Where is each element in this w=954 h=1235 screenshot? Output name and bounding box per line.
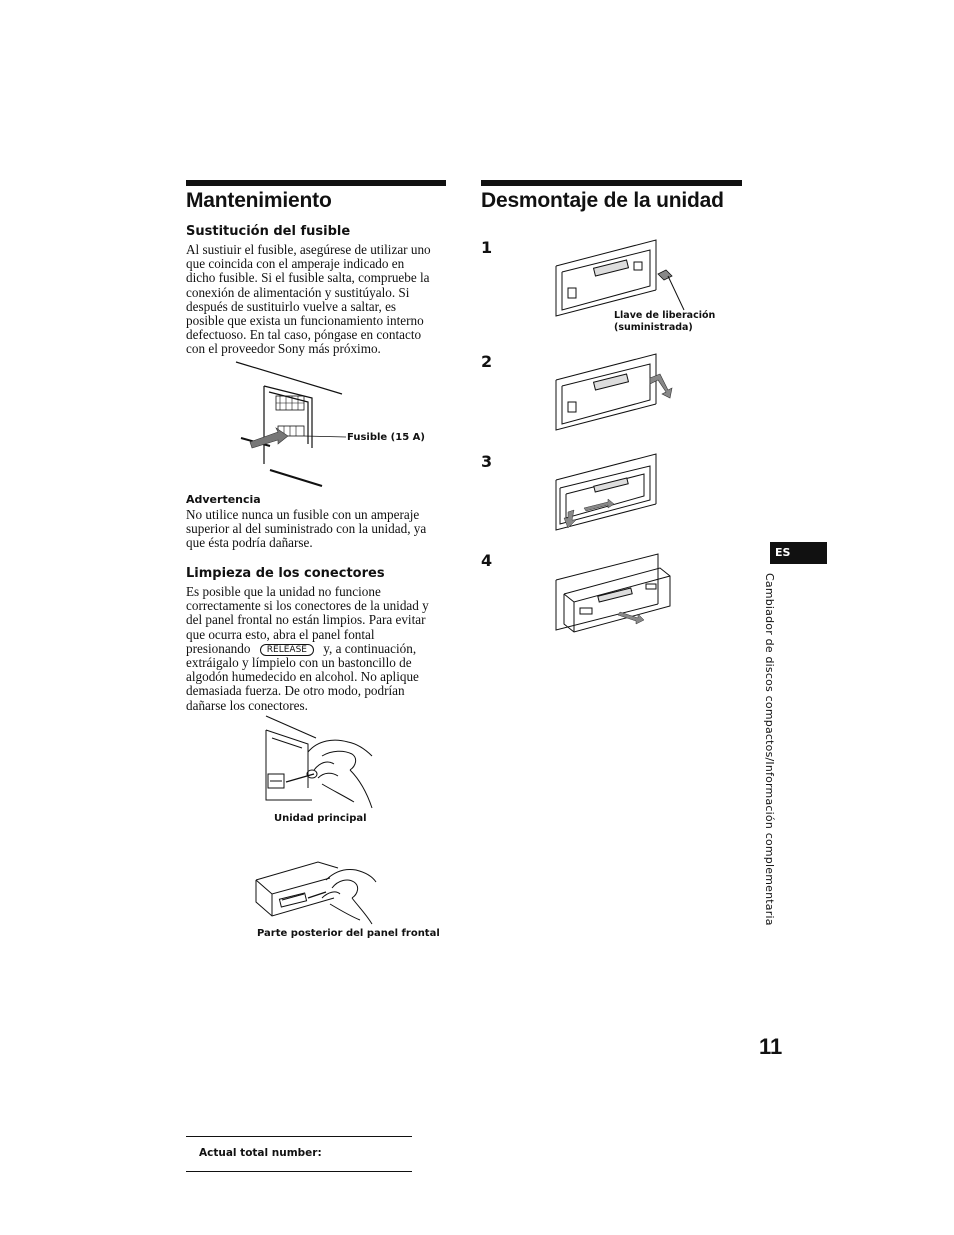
text-line: dicho fusible. Si el fusible salta, compruebe la xyxy=(186,270,430,286)
warning-heading: Advertencia xyxy=(186,493,261,506)
text-line: defectuoso. En tal caso, póngase en contacto xyxy=(186,327,422,343)
subheading-connectors: Limpieza de los conectores xyxy=(186,566,385,581)
text-line: demasiada fuerza. De otro modo, podrían xyxy=(186,683,405,699)
section-rule-right xyxy=(481,180,742,186)
footer-rule-bottom xyxy=(186,1171,412,1172)
step-number-4: 4 xyxy=(481,551,493,570)
main-unit-cleaning-illustration xyxy=(262,716,382,816)
text-line-release xyxy=(186,642,451,656)
text-fragment: y, a continuación, xyxy=(323,640,417,656)
section-title-desmontaje: Desmontaje de la unidad xyxy=(481,189,724,212)
language-tab-es: ES xyxy=(770,542,827,564)
connectors-paragraph xyxy=(186,585,451,713)
section-title-mantenimiento: Mantenimiento xyxy=(186,189,332,212)
step-4-illustration xyxy=(554,554,684,636)
text-line: No utilice nunca un fusible con un amperaje xyxy=(186,507,420,522)
page-number: 11 xyxy=(759,1034,783,1059)
warning-paragraph xyxy=(186,508,451,551)
text-line: Al sustiuir el fusible, asegúrese de utilizar uno xyxy=(186,242,431,257)
text-line: que coincida con el amperaje indicado en xyxy=(186,256,405,272)
fuse-label: Fusible (15 A) xyxy=(347,432,425,443)
subheading-fuse: Sustitución del fusible xyxy=(186,224,351,239)
text-line: Es posible que la unidad no funcione xyxy=(186,584,381,599)
text-fragment: presionando xyxy=(186,640,251,656)
step-2-illustration xyxy=(554,354,684,434)
footer-label: Actual total number: xyxy=(199,1147,322,1159)
step-1-illustration xyxy=(554,240,714,320)
step-number-1: 1 xyxy=(481,238,493,257)
text-line: después de sustituirlo vuelve a saltar, es xyxy=(186,298,397,314)
text-line: que ésta podría dañarse. xyxy=(186,535,313,551)
main-unit-label: Unidad principal xyxy=(274,813,367,824)
release-key-label xyxy=(614,310,715,334)
text-line: algodón humedecido en alcohol. No aplique xyxy=(186,669,419,685)
step-number-2: 2 xyxy=(481,352,493,371)
text-line: dañarse los conectores. xyxy=(186,697,308,713)
section-rule-left xyxy=(186,180,446,186)
front-panel-cleaning-illustration xyxy=(252,858,382,928)
label-line: Llave de liberación xyxy=(614,310,716,321)
sidebar-vertical-text: Cambiador de discos compactos/Información complementaria xyxy=(763,573,776,926)
fuse-illustration xyxy=(236,358,356,488)
text-line: conexión de alimentación y sustitúyalo. Si xyxy=(186,284,410,300)
fuse-paragraph xyxy=(186,243,451,357)
text-line: con el proveedor Sony más próximo. xyxy=(186,341,381,357)
label-line: (suministrada) xyxy=(614,322,693,333)
text-line: extráigalo y límpielo con un bastoncillo de xyxy=(186,655,412,671)
text-line: posible que exista un funcionamiento interno xyxy=(186,313,424,329)
release-button-symbol: RELEASE xyxy=(260,644,314,656)
text-line: del panel frontal no están limpios. Para evitar xyxy=(186,612,426,628)
step-3-illustration xyxy=(554,454,684,536)
text-line: que ocurra esto, abra el panel fontal xyxy=(186,626,375,642)
text-line: correctamente si los conectores de la unidad y xyxy=(186,598,429,614)
footer-rule-top xyxy=(186,1136,412,1137)
front-panel-label: Parte posterior del panel frontal xyxy=(257,928,440,939)
text-line: superior al del suministrado con la unidad, ya xyxy=(186,521,427,537)
step-number-3: 3 xyxy=(481,452,493,471)
